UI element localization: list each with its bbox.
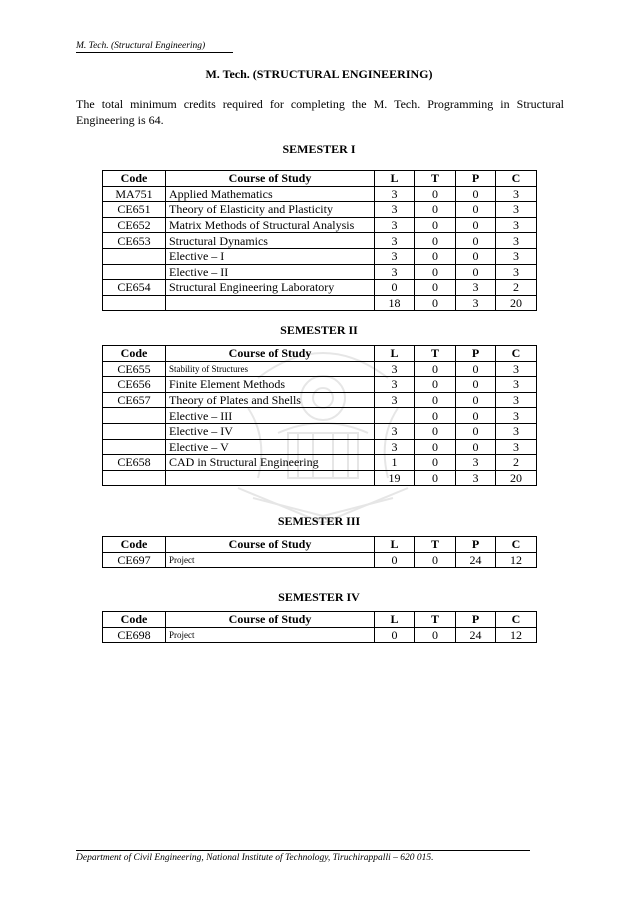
- course-code: [103, 439, 166, 455]
- course-code: [103, 408, 166, 424]
- total-practical-hours: 3: [456, 470, 496, 486]
- course-code: [103, 470, 166, 486]
- course-code: MA751: [103, 186, 166, 202]
- course-name: Structural Engineering Laboratory: [166, 280, 375, 296]
- practical-hours: 0: [456, 439, 496, 455]
- table-row: [103, 455, 537, 471]
- tutorial-hours: 0: [415, 439, 456, 455]
- course-code: CE656: [103, 377, 166, 393]
- table-row: [103, 377, 537, 393]
- col-header-course: Course of Study: [166, 171, 375, 187]
- course-code: CE653: [103, 233, 166, 249]
- col-header-t: T: [415, 537, 456, 553]
- tutorial-hours: 0: [415, 408, 456, 424]
- lecture-hours: 3: [375, 248, 415, 264]
- col-header-l: L: [375, 612, 415, 628]
- practical-hours: 0: [456, 186, 496, 202]
- practical-hours: 0: [456, 202, 496, 218]
- table-row: [103, 408, 537, 424]
- semester-4-table: [102, 611, 537, 643]
- table-row: [103, 423, 537, 439]
- tutorial-hours: 0: [415, 392, 456, 408]
- table-row: [103, 392, 537, 408]
- tutorial-hours: 0: [415, 202, 456, 218]
- lecture-hours: 3: [375, 361, 415, 377]
- col-header-p: P: [456, 346, 496, 362]
- total-tutorial-hours: 0: [415, 295, 456, 311]
- col-header-c: C: [496, 537, 537, 553]
- col-header-p: P: [456, 537, 496, 553]
- course-code: CE658: [103, 455, 166, 471]
- col-header-code: Code: [103, 171, 166, 187]
- course-name: [166, 295, 375, 311]
- course-name: Theory of Plates and Shells: [166, 392, 375, 408]
- total-row: [103, 470, 537, 486]
- table-row: [103, 280, 537, 296]
- lecture-hours: 0: [375, 627, 415, 643]
- semester-3-table: [102, 536, 537, 568]
- practical-hours: 3: [456, 455, 496, 471]
- lecture-hours: 3: [375, 377, 415, 393]
- lecture-hours: 0: [375, 552, 415, 568]
- practical-hours: 0: [456, 233, 496, 249]
- course-name: Applied Mathematics: [166, 186, 375, 202]
- course-name: Structural Dynamics: [166, 233, 375, 249]
- col-header-c: C: [496, 346, 537, 362]
- semester-2-title: SEMESTER II: [280, 323, 358, 337]
- credits: 3: [496, 264, 537, 280]
- tutorial-hours: 0: [415, 248, 456, 264]
- credits: 12: [496, 552, 537, 568]
- credits: 3: [496, 392, 537, 408]
- practical-hours: 0: [456, 408, 496, 424]
- course-code: CE657: [103, 392, 166, 408]
- col-header-t: T: [415, 346, 456, 362]
- tutorial-hours: 0: [415, 627, 456, 643]
- page-title: M. Tech. (STRUCTURAL ENGINEERING): [205, 67, 433, 81]
- lecture-hours: 3: [375, 392, 415, 408]
- table-row: [103, 361, 537, 377]
- table-header-row: [103, 537, 537, 553]
- credits: 3: [496, 248, 537, 264]
- practical-hours: 0: [456, 361, 496, 377]
- lecture-hours: 3: [375, 439, 415, 455]
- practical-hours: 0: [456, 264, 496, 280]
- col-header-t: T: [415, 612, 456, 628]
- total-lecture-hours: 18: [375, 295, 415, 311]
- tutorial-hours: 0: [415, 233, 456, 249]
- col-header-l: L: [375, 537, 415, 553]
- table-row: [103, 552, 537, 568]
- tutorial-hours: 0: [415, 217, 456, 233]
- total-credits: 20: [496, 295, 537, 311]
- lecture-hours: [375, 408, 415, 424]
- tutorial-hours: 0: [415, 264, 456, 280]
- col-header-c: C: [496, 171, 537, 187]
- credits: 3: [496, 377, 537, 393]
- course-name: Elective – I: [166, 248, 375, 264]
- tutorial-hours: 0: [415, 552, 456, 568]
- course-code: CE654: [103, 280, 166, 296]
- table-row: [103, 264, 537, 280]
- credits: 3: [496, 233, 537, 249]
- col-header-course: Course of Study: [166, 537, 375, 553]
- tutorial-hours: 0: [415, 423, 456, 439]
- footer-rule: [76, 850, 530, 851]
- course-name: Matrix Methods of Structural Analysis: [166, 217, 375, 233]
- tutorial-hours: 0: [415, 280, 456, 296]
- lecture-hours: 3: [375, 423, 415, 439]
- course-code: [103, 264, 166, 280]
- credits: 3: [496, 408, 537, 424]
- credits: 3: [496, 202, 537, 218]
- course-code: [103, 248, 166, 264]
- practical-hours: 0: [456, 248, 496, 264]
- credits: 3: [496, 361, 537, 377]
- semester-1-title: SEMESTER I: [282, 142, 356, 156]
- course-name: Stability of Structures: [166, 361, 375, 377]
- practical-hours: 0: [456, 392, 496, 408]
- course-code: [103, 423, 166, 439]
- practical-hours: 24: [456, 552, 496, 568]
- running-footer: Department of Civil Engineering, National Institute of Technology, Tiruchirappalli – 620 015.: [76, 853, 434, 863]
- practical-hours: 3: [456, 280, 496, 296]
- lecture-hours: 3: [375, 264, 415, 280]
- table-header-row: [103, 346, 537, 362]
- course-code: CE651: [103, 202, 166, 218]
- course-code: CE698: [103, 627, 166, 643]
- tutorial-hours: 0: [415, 377, 456, 393]
- course-code: CE655: [103, 361, 166, 377]
- course-name: [166, 470, 375, 486]
- running-header: M. Tech. (Structural Engineering): [76, 40, 233, 53]
- col-header-p: P: [456, 171, 496, 187]
- semester-4-title: SEMESTER IV: [278, 590, 360, 604]
- table-row: [103, 217, 537, 233]
- lecture-hours: 0: [375, 280, 415, 296]
- credits: 3: [496, 423, 537, 439]
- total-credits: 20: [496, 470, 537, 486]
- semester-2-table: [102, 345, 537, 486]
- table-row: [103, 186, 537, 202]
- course-name: Finite Element Methods: [166, 377, 375, 393]
- col-header-course: Course of Study: [166, 612, 375, 628]
- credits: 3: [496, 439, 537, 455]
- lecture-hours: 3: [375, 233, 415, 249]
- total-tutorial-hours: 0: [415, 470, 456, 486]
- tutorial-hours: 0: [415, 455, 456, 471]
- lecture-hours: 3: [375, 217, 415, 233]
- table-row: [103, 439, 537, 455]
- col-header-course: Course of Study: [166, 346, 375, 362]
- course-name: Elective – II: [166, 264, 375, 280]
- practical-hours: 0: [456, 423, 496, 439]
- practical-hours: 0: [456, 377, 496, 393]
- practical-hours: 0: [456, 217, 496, 233]
- course-name: Elective – III: [166, 408, 375, 424]
- credits: 3: [496, 186, 537, 202]
- credits: 3: [496, 217, 537, 233]
- col-header-code: Code: [103, 346, 166, 362]
- table-row: [103, 248, 537, 264]
- table-row: [103, 202, 537, 218]
- intro-paragraph: The total minimum credits required for completing the M. Tech. Programming in Structural Engineering is 64.: [76, 97, 564, 127]
- lecture-hours: 3: [375, 202, 415, 218]
- credits: 12: [496, 627, 537, 643]
- col-header-c: C: [496, 612, 537, 628]
- table-header-row: [103, 612, 537, 628]
- course-name: Theory of Elasticity and Plasticity: [166, 202, 375, 218]
- table-header-row: [103, 171, 537, 187]
- course-name: CAD in Structural Engineering: [166, 455, 375, 471]
- credits: 2: [496, 280, 537, 296]
- credits: 2: [496, 455, 537, 471]
- lecture-hours: 3: [375, 186, 415, 202]
- col-header-code: Code: [103, 537, 166, 553]
- course-name: Elective – V: [166, 439, 375, 455]
- table-row: [103, 627, 537, 643]
- table-row: [103, 233, 537, 249]
- col-header-t: T: [415, 171, 456, 187]
- course-name: Project: [166, 627, 375, 643]
- course-name: Elective – IV: [166, 423, 375, 439]
- course-name: Project: [166, 552, 375, 568]
- col-header-p: P: [456, 612, 496, 628]
- lecture-hours: 1: [375, 455, 415, 471]
- course-code: CE697: [103, 552, 166, 568]
- semester-1-table: [102, 170, 537, 311]
- total-practical-hours: 3: [456, 295, 496, 311]
- semester-3-title: SEMESTER III: [277, 514, 361, 528]
- col-header-code: Code: [103, 612, 166, 628]
- col-header-l: L: [375, 171, 415, 187]
- total-row: [103, 295, 537, 311]
- col-header-l: L: [375, 346, 415, 362]
- tutorial-hours: 0: [415, 186, 456, 202]
- total-lecture-hours: 19: [375, 470, 415, 486]
- tutorial-hours: 0: [415, 361, 456, 377]
- course-code: [103, 295, 166, 311]
- practical-hours: 24: [456, 627, 496, 643]
- course-code: CE652: [103, 217, 166, 233]
